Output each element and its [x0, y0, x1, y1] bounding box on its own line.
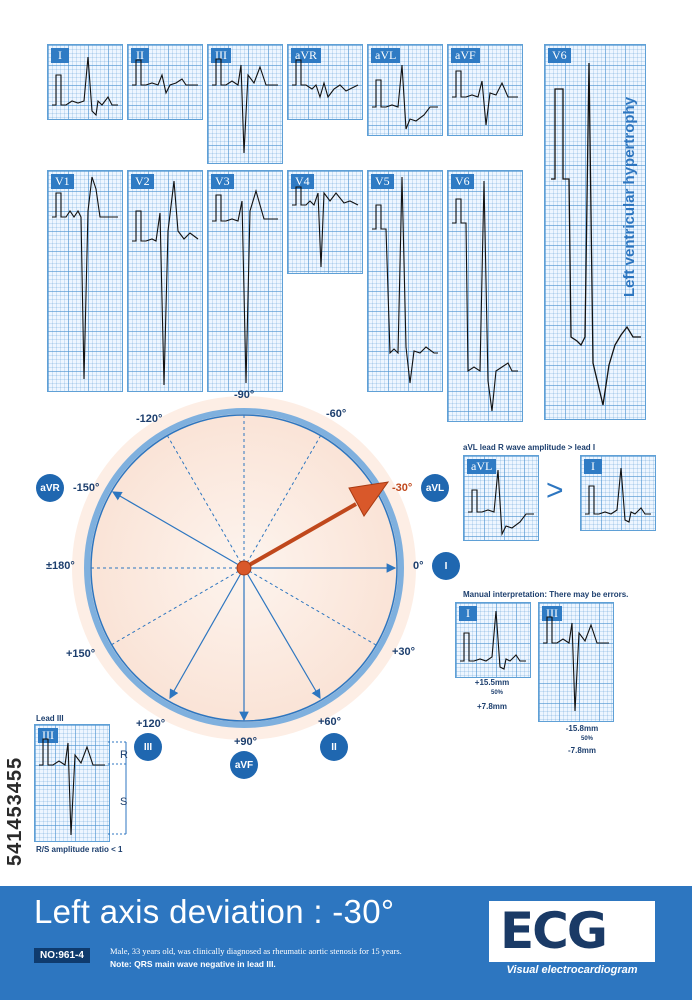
ecg-trace — [448, 45, 522, 135]
lead-label: aVR — [291, 48, 321, 63]
lead-label: II — [131, 48, 149, 63]
angle-label: -90° — [234, 389, 255, 401]
ecg-trace — [35, 725, 109, 841]
angle-label: +150° — [66, 648, 96, 660]
lead-label: V1 — [51, 174, 74, 189]
lead-label: III — [542, 606, 562, 621]
lead-label: V6 — [548, 48, 571, 63]
ecg-panel-lead-ii — [127, 44, 203, 120]
lead-label: I — [459, 606, 477, 621]
angle-label: ±180° — [46, 560, 75, 572]
lead-label: V2 — [131, 174, 154, 189]
lead-label: III — [211, 48, 231, 63]
ecg-panel-lead-avl — [367, 44, 443, 136]
angle-label: +30° — [392, 646, 416, 658]
angle-label: +120° — [136, 718, 166, 730]
manual-i-value-2: +7.8mm — [476, 702, 508, 711]
lead-label: I — [51, 48, 69, 63]
angle-label: +60° — [318, 716, 342, 728]
lead-label: aVL — [467, 459, 496, 474]
s-label: S — [120, 796, 128, 808]
lead-label: V5 — [371, 174, 394, 189]
ecg-trace — [288, 171, 362, 273]
lead-label: V4 — [291, 174, 314, 189]
lead-badge-i: I — [432, 552, 460, 580]
case-note: Note: QRS main wave negative in lead III. — [110, 959, 276, 969]
logo-subtitle: Visual electrocardiogram — [489, 962, 655, 979]
angle-label: +90° — [234, 736, 258, 748]
case-description: Male, 33 years old, was clinically diagnosed as rheumatic aortic stenosis for 15 years. — [110, 946, 402, 956]
manual-iii-value-2: -7.8mm — [567, 746, 596, 755]
footer-title: Left axis deviation : -30° — [34, 893, 395, 930]
ecg-panel-lead-avr — [287, 44, 363, 120]
manual-i-pct: 50% — [490, 690, 503, 696]
lead3-title: Lead III — [36, 714, 64, 723]
ecg-trace — [128, 45, 202, 119]
ecg-panel-lead-v3 — [207, 170, 283, 392]
ecg-panel-lead-v1 — [47, 170, 123, 392]
lead-label: V3 — [211, 174, 234, 189]
lead-badge-avr: aVR — [36, 474, 64, 502]
rs-bracket — [108, 724, 138, 844]
ecg-panel-lead-iii — [207, 44, 283, 164]
ratio-note: R/S amplitude ratio < 1 — [36, 845, 123, 854]
ecg-logo: ECG — [500, 902, 606, 960]
comparison-title: aVL lead R wave amplitude > lead I — [463, 443, 596, 452]
lead-label: V6 — [451, 174, 474, 189]
ecg-trace — [539, 603, 613, 721]
ecg-panel-manual-i — [455, 602, 531, 678]
ecg-trace — [208, 45, 282, 163]
lead-label: I — [584, 459, 602, 474]
lead-label: aVL — [371, 48, 400, 63]
ecg-trace — [48, 45, 122, 119]
ecg-trace — [368, 45, 442, 135]
manual-iii-value-1: -15.8mm — [565, 724, 599, 733]
r-label: R — [120, 749, 128, 761]
ecg-panel-lead3-rs — [34, 724, 110, 842]
ecg-panel-lead-v4 — [287, 170, 363, 274]
case-number: NO:961-4 — [34, 948, 90, 963]
panel-caption: Left ventricular hypertrophy — [621, 96, 638, 297]
ecg-panel-compare-avl — [463, 455, 539, 541]
ecg-panel-big-v6 — [544, 44, 646, 420]
angle-label: -30° — [392, 482, 413, 494]
lead-badge-iii: III — [134, 733, 162, 761]
stock-id-watermark: 541453455 — [4, 756, 26, 866]
manual-iii-pct: 50% — [580, 736, 593, 742]
ecg-panel-manual-iii — [538, 602, 614, 722]
lead-badge-avl: aVL — [421, 474, 449, 502]
ecg-trace — [208, 171, 282, 391]
ecg-trace — [456, 603, 530, 677]
manual-title: Manual interpretation: There may be errors. — [463, 590, 629, 599]
ecg-panel-lead-i — [47, 44, 123, 120]
ecg-panel-lead-v5 — [367, 170, 443, 392]
manual-i-value-1: +15.5mm — [474, 678, 510, 687]
ecg-trace — [368, 171, 442, 391]
greater-than-symbol: > — [546, 474, 564, 507]
ecg-trace — [128, 171, 202, 391]
lead-label: III — [38, 728, 58, 743]
ecg-trace — [581, 456, 655, 530]
ecg-panel-lead-avf — [447, 44, 523, 136]
ecg-trace — [464, 456, 538, 540]
angle-label: -120° — [136, 413, 163, 425]
lead-badge-ii: II — [320, 733, 348, 761]
angle-label: -60° — [326, 408, 347, 420]
lead-badge-avf: aVF — [230, 751, 258, 779]
lead-label: aVF — [451, 48, 480, 63]
angle-label: 0° — [413, 560, 424, 572]
ecg-panel-lead-v2 — [127, 170, 203, 392]
ecg-trace — [48, 171, 122, 391]
ecg-panel-compare-i — [580, 455, 656, 531]
angle-label: -150° — [73, 482, 100, 494]
ecg-trace — [288, 45, 362, 119]
